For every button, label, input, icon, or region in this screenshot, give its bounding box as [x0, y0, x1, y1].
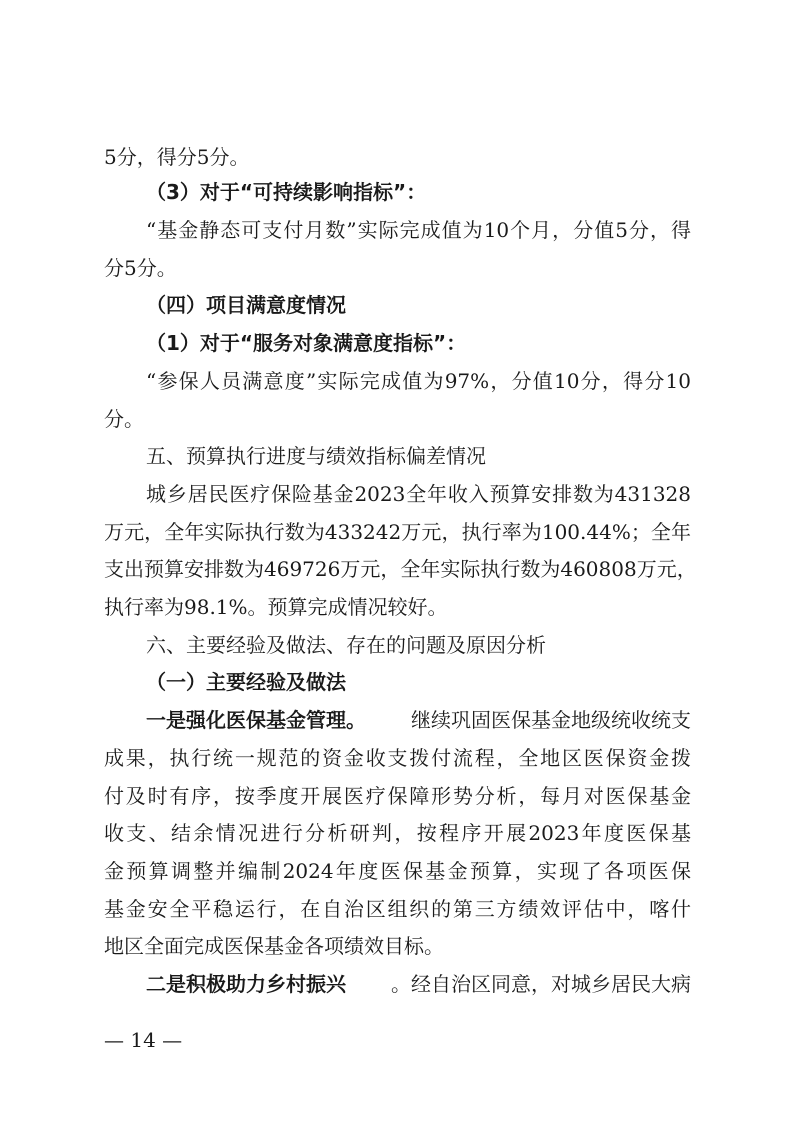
section-heading-satisfaction: （四）项目满意度情况: [146, 293, 346, 317]
section-heading-budget-execution: 五、预算执行进度与绩效指标偏差情况: [146, 444, 486, 468]
paragraph-line: 支出预算安排数为469726万元，全年实际执行数为460808万元，: [104, 557, 697, 581]
paragraph-line: 分5分。: [104, 256, 177, 280]
subheading-sustainable-impact: （3）对于“可持续影响指标”：: [146, 180, 427, 204]
paragraph-line: [146, 706, 691, 734]
paragraph-line: “基金静态可支付月数”实际完成值为10个月，分值5分，得: [146, 218, 691, 242]
section-heading-experience: 六、主要经验及做法、存在的问题及原因分析: [146, 633, 546, 657]
page-number: — 14 —: [104, 1028, 183, 1052]
paragraph-line: 分。: [104, 407, 144, 431]
paragraph-line: 执行率为98.1%。预算完成情况较好。: [104, 595, 448, 619]
paragraph-text: 。经自治区同意，对城乡居民大病: [391, 972, 691, 996]
paragraph-line: 收支、结余情况进行分析研判，按程序开展2023年度医保基: [104, 821, 691, 845]
paragraph-line: 基金安全平稳运行，在自治区组织的第三方绩效评估中，喀什: [104, 897, 691, 921]
lead-phrase: 二是积极助力乡村振兴: [146, 972, 346, 996]
paragraph-line: [146, 970, 691, 998]
paragraph-line: 地区全面完成医保基金各项绩效目标。: [104, 934, 444, 958]
lead-phrase: 一是强化医保基金管理。: [146, 708, 366, 732]
paragraph-line: 万元，全年实际执行数为433242万元，执行率为100.44%；全年: [104, 520, 691, 544]
paragraph-text: 继续巩固医保基金地级统收统支: [411, 708, 691, 732]
subheading-service-satisfaction: （1）对于“服务对象满意度指标”：: [146, 331, 467, 355]
paragraph-line: 城乡居民医疗保险基金2023全年收入预算安排数为431328: [146, 482, 691, 506]
paragraph-line: “参保人员满意度”实际完成值为97%，分值10分，得分10: [146, 369, 691, 393]
paragraph-line: 付及时有序，按季度开展医疗保障形势分析，每月对医保基金: [104, 784, 691, 808]
paragraph-line: 5分，得分5分。: [104, 145, 250, 169]
paragraph-line: 成果，执行统一规范的资金收支拨付流程，全地区医保资金拨: [104, 746, 691, 770]
subheading-main-experience: （一）主要经验及做法: [146, 670, 346, 694]
paragraph-line: 金预算调整并编制2024年度医保基金预算，实现了各项医保: [104, 859, 691, 883]
